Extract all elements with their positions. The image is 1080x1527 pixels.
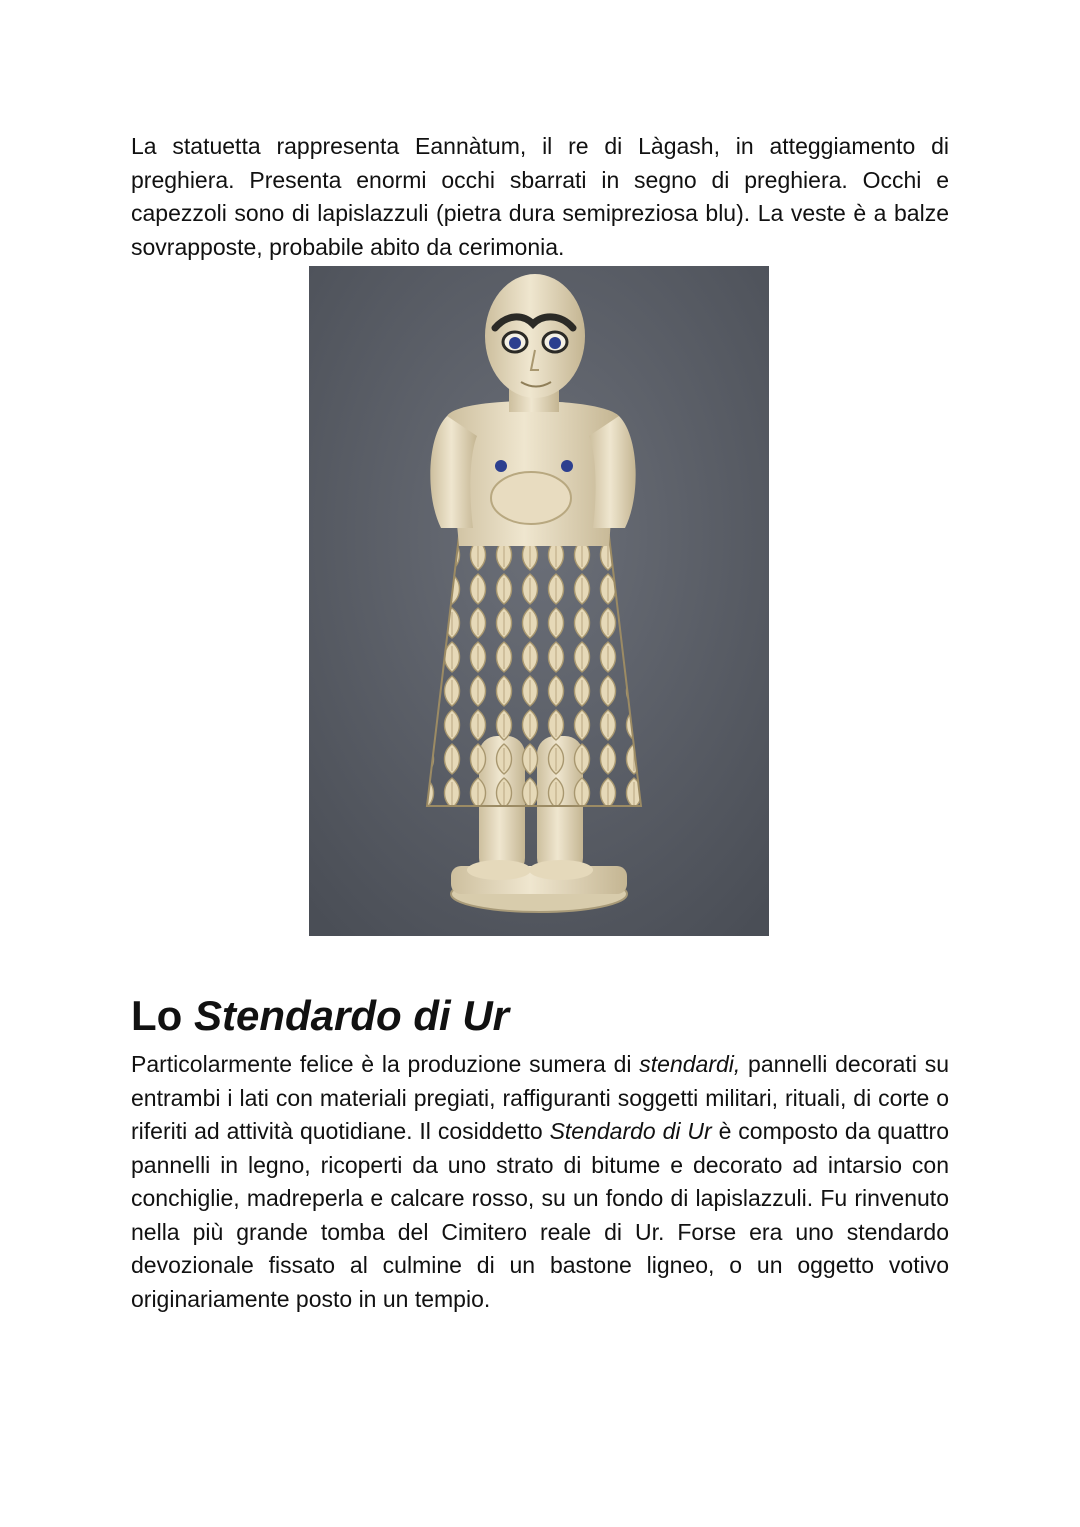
paragraph-emphasis-stendardi: stendardi, xyxy=(639,1051,741,1077)
statue-right-pupil xyxy=(549,337,561,349)
paragraph-text-b: pannelli decorati su entrambi i lati con materiali pregiati, raffiguranti soggetti militari, rituali, di corte o riferiti ad attività quotidiane. Il cosiddetto xyxy=(131,1051,949,1144)
heading-prefix: Lo xyxy=(131,992,194,1039)
stendardo-paragraph xyxy=(131,1048,949,1316)
statue-photo xyxy=(309,266,769,936)
statue-skirt xyxy=(427,536,641,806)
statue-right-foot xyxy=(529,860,593,880)
statue-left-nipple xyxy=(495,460,507,472)
paragraph-text-a: Particolarmente felice è la produzione sumera di xyxy=(131,1051,640,1077)
intro-paragraph: La statuetta rappresenta Eannàtum, il re di Làgash, in atteggiamento di preghiera. Presenta enormi occhi sbarrati in segno di preghiera. Occhi e capezzoli sono di lapislazzuli (pietra dura semipreziosa blu). La veste è a balze sovrapposte, probabile abito da cerimonia. xyxy=(131,133,949,260)
statue-left-arm xyxy=(430,416,477,528)
statue-right-arm xyxy=(589,416,636,528)
statue-hands xyxy=(491,472,571,524)
statue-right-nipple xyxy=(561,460,573,472)
paragraph-emphasis-stendardo-di-ur: Stendardo di Ur xyxy=(549,1118,712,1144)
heading-emphasis: Stendardo di Ur xyxy=(193,992,510,1039)
statue-left-pupil xyxy=(509,337,521,349)
paragraph-text-c: è composto da quattro pannelli in legno, ricoperti da uno strato di bitume e decorato ad intarsio con conchiglie, madreperla e calcare rosso, su un fondo di lapislazzuli. Fu rinvenuto nella più grande tomba del Cimitero reale di Ur. Forse era uno stendardo devozionale fissato al culmine di un bastone ligneo, o un oggetto votivo originariamente posto in un tempio. xyxy=(131,1118,950,1312)
statue-left-foot xyxy=(467,860,531,880)
section-heading xyxy=(131,990,509,1042)
statue-head xyxy=(485,274,585,398)
statue-illustration xyxy=(309,266,769,936)
